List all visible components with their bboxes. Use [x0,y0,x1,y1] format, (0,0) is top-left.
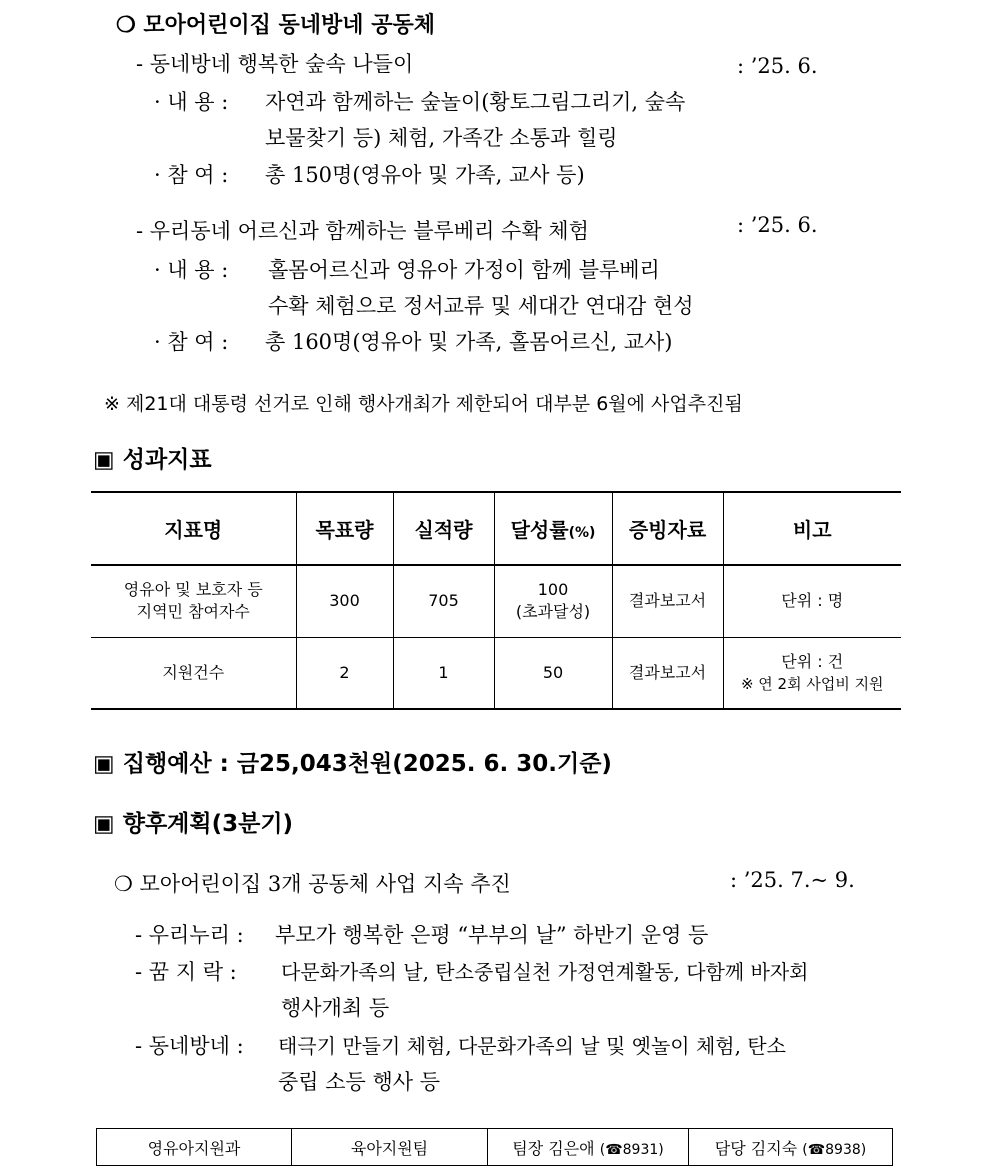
contact-footer [96,1128,893,1166]
plan-line-text-continued: 행사개최 등 [281,996,390,1020]
phone-icon: (☎8931) [599,1141,664,1158]
content-text-continued: 수확 체험으로 정서교류 및 세대간 연대감 현성 [268,294,694,318]
plan-line-label: - 꿈 지 락 : [135,960,237,984]
activity-date: : ’25. 6. [737,213,818,237]
header-actual: 실적량 [393,492,494,565]
kpi-header-row [91,492,901,565]
actual-cell: 1 [393,637,494,709]
content-label: · 내 용 : [154,90,229,114]
content-text: 홀몸어르신과 영유아 가정이 함께 블루베리 [268,258,660,282]
footer-department: 영유아지원과 [97,1129,292,1166]
footer-team: 육아지원팀 [292,1129,488,1166]
plan-item-title: ❍ 모아어린이집 3개 공동체 사업 지속 추진 [114,872,511,896]
election-note: ※ 제21대 대통령 선거로 인해 행사개최가 제한되어 대부분 6월에 사업추진됨 [104,393,743,415]
table-row [91,637,901,709]
participation-text: 총 150명(영유아 및 가족, 교사 등) [265,163,585,187]
participation-label: · 참 여 : [154,163,229,187]
participation-label: · 참 여 : [154,330,229,354]
activity-title: - 동네방네 행복한 숲속 나들이 [136,52,414,76]
activity-title: - 우리동네 어르신과 함께하는 블루베리 수확 체험 [136,219,589,243]
remark-cell: 단위 : 건 ※ 연 2회 사업비 지원 [723,637,901,709]
content-text: 자연과 함께하는 숲놀이(황토그림그리기, 숲속 [265,90,686,114]
content-label: · 내 용 : [154,258,229,282]
actual-cell: 705 [393,565,494,637]
footer-leader: 팀장 김은애 (☎8931) [488,1129,689,1166]
header-remark: 비고 [723,492,901,565]
target-cell: 300 [296,565,393,637]
target-cell: 2 [296,637,393,709]
activity-date: : ’25. 6. [737,54,818,78]
remark-cell: 단위 : 명 [723,565,901,637]
plan-item-date: : ’25. 7.~ 9. [730,868,855,892]
header-indicator: 지표명 [91,492,296,565]
plan-line-text: 태극기 만들기 체험, 다문화가족의 날 및 옛놀이 체험, 탄소 [278,1034,786,1058]
indicator-cell: 영유아 및 보호자 등 지역민 참여자수 [91,565,296,637]
plan-line-label: - 동네방네 : [135,1034,244,1058]
plan-heading: ▣ 향후계획(3분기) [93,811,294,837]
kpi-heading: ▣ 성과지표 [93,447,212,473]
phone-icon: (☎8938) [802,1141,867,1158]
header-rate-unit: (%) [568,525,596,541]
footer-staff: 담당 김지숙 (☎8938) [689,1129,893,1166]
kpi-table [91,491,901,710]
evidence-cell: 결과보고서 [612,565,723,637]
budget-heading: ▣ 집행예산 : 금25,043천원(2025. 6. 30.기준) [93,751,612,777]
section-title: ❍ 모아어린이집 동네방네 공동체 [116,12,435,38]
plan-line-text-continued: 중립 소등 행사 등 [278,1070,441,1094]
evidence-cell: 결과보고서 [612,637,723,709]
header-rate-label: 달성률 [510,518,569,542]
content-text-continued: 보물찾기 등) 체험, 가족간 소통과 힐링 [265,126,618,150]
plan-line-text: 다문화가족의 날, 탄소중립실천 가정연계활동, 다함께 바자회 [281,960,809,984]
rate-cell: 50 [494,637,612,709]
header-evidence: 증빙자료 [612,492,723,565]
plan-line-label: - 우리누리 : [135,923,244,947]
rate-cell: 100 (초과달성) [494,565,612,637]
plan-line-text: 부모가 행복한 은평 “부부의 날” 하반기 운영 등 [275,923,709,947]
header-target: 목표량 [296,492,393,565]
participation-text: 총 160명(영유아 및 가족, 홀몸어르신, 교사) [265,330,673,354]
header-rate [494,492,612,565]
indicator-cell: 지원건수 [91,637,296,709]
table-row [91,565,901,637]
